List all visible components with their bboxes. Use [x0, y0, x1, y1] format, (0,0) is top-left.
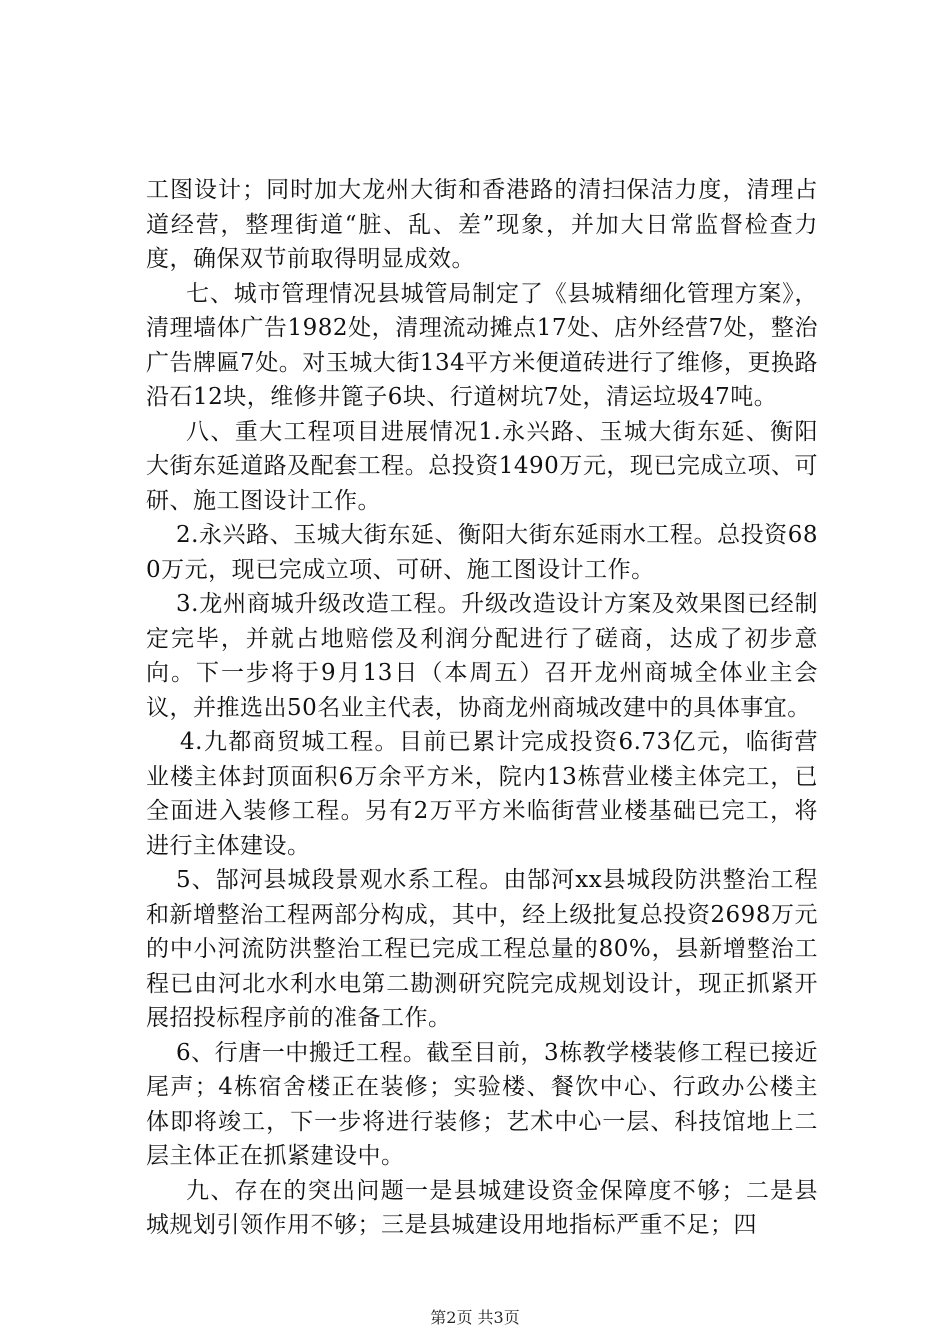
paragraph-school-relocation: 6、行唐一中搬迁工程。截至目前，3栋教学楼装修工程已接近尾声；4栋宿舍楼正在装修；实验楼、餐饮中心、行政办公楼主体即将竣工，下一步将进行装修；艺术中心一层、科技馆地上二层主体正在抓紧建设中。: [146, 1039, 818, 1169]
paragraph-city-management: 七、城市管理情况县城管局制定了《县城精细化管理方案》，清理墙体广告1982处，清理流动摊点17处、店外经营7处，整治广告牌匾7处。对玉城大街134平方米便道砖进行了维修，更换路沿石12块，维修井篦子6块、行道树坑7处，清运垃圾47吨。: [146, 280, 818, 410]
paragraph-river-landscape: 5、郜河县城段景观水系工程。由郜河xx县城段防洪整治工程和新增整治工程两部分构成，其中，经上级批复总投资2698万元的中小河流防洪整治工程已完成工程总量的80%，县新增整治工程已由河北水利水电第二勘测研究院完成规划设计，现正抓紧开展招投标程序前的准备工作。: [146, 867, 818, 1031]
paragraph-outstanding-problems: 九、存在的突出问题一是县城建设资金保障度不够；二是县城规划引领作用不够；三是县城建设用地指标严重不足；四: [146, 1177, 818, 1238]
paragraph-continuation: 工图设计；同时加大龙州大街和香港路的清扫保洁力度，清理占道经营，整理街道“脏、乱、差”现象，并加大日常监督检查力度，确保双节前取得明显成效。: [146, 177, 818, 272]
paragraph-longzhou-mall: 3.龙州商城升级改造工程。升级改造设计方案及效果图已经制定完毕，并就占地赔偿及利润分配进行了磋商，达成了初步意向。下一步将于9月13日（本周五）召开龙州商城全体业主会议，并推选出50名业主代表，协商龙州商城改建中的具体事宜。: [146, 591, 818, 721]
paragraph-major-projects: 八、重大工程项目进展情况1.永兴路、玉城大街东延、衡阳大街东延道路及配套工程。总投资1490万元，现已完成立项、可研、施工图设计工作。: [146, 418, 818, 514]
page-number-footer: 第2页 共3页: [430, 1308, 520, 1327]
paragraph-rainwater-project: 2.永兴路、玉城大街东延、衡阳大街东延雨水工程。总投资680万元，现已完成立项、可研、施工图设计工作。: [146, 522, 818, 583]
document-body: [146, 173, 818, 1243]
paragraph-jiudu-trade-city: 4.九都商贸城工程。目前已累计完成投资6.73亿元，临街营业楼主体封顶面积6万余平方米，院内13栋营业楼主体完工，已全面进入装修工程。另有2万平方米临街营业楼基础已完工，将进行主体建设。: [146, 729, 818, 859]
